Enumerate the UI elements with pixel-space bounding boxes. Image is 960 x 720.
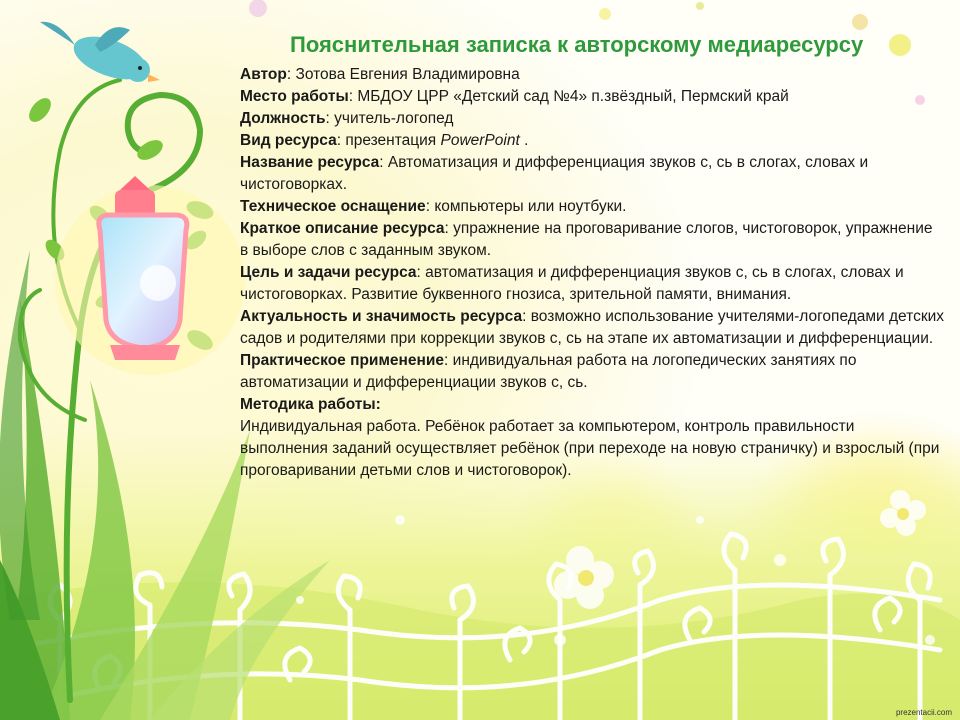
entry-text: МБДОУ ЦРР «Детский сад №4» п.звёздный, Пермский край [357,88,789,105]
entry-label: Автор [240,66,287,83]
dot-icon [599,8,611,20]
entry-paragraph [240,196,945,218]
dot-icon [774,554,786,566]
entry-paragraph [240,152,945,196]
entry-text: Зотова Евгения Владимировна [295,66,520,83]
entry-separator: : [348,88,358,105]
entry-separator: : [379,154,388,171]
entry-end: . [519,132,529,149]
dot-icon [554,634,566,646]
entry-separator: : [522,308,531,325]
entry-label: Методика работы: [240,396,381,413]
entry-separator: : [444,352,453,369]
entry-label: Должность [240,110,326,127]
entry-text: упражнение на проговаривание слогов, чистоговорок, упражнение в выборе слов с заданным звуком. [240,220,933,259]
entry-text: компьютеры или ноутбуки. [434,198,627,215]
entry-text: учитель-логопед [334,110,454,127]
entry-text: презентация [345,132,441,149]
entry-paragraph [240,262,945,306]
entry-label: Краткое описание ресурса [240,220,445,237]
content-area [240,30,945,482]
entry-label: Актуальность и значимость ресурса [240,308,523,325]
slide-title: Пояснительная записка к авторскому медиаресурсу [290,32,864,57]
entry-paragraph [240,218,945,262]
entry-separator: : [286,66,296,83]
entry-paragraph [240,64,945,86]
entry-label: Техническое оснащение [240,198,426,215]
entry-separator: : [325,110,335,127]
entry-text: индивидуальная работа на логопедических занятиях по автоматизации и дифференциации звуков с, сь. [240,352,857,391]
entry-text: Автоматизация и дифференциация звуков с, сь в слогах, словах и чистоговорках. [240,154,869,193]
entry-label: Название ресурса [240,154,380,171]
entry-paragraph [240,130,945,152]
dot-icon [296,596,304,604]
entries-list [240,64,945,482]
dot-icon [696,516,704,524]
dot-icon [925,635,935,645]
watermark-text: prezentacii.com [895,708,952,717]
entry-label: Вид ресурса [240,132,337,149]
dot-icon [696,2,704,10]
entry-separator: : [336,132,346,149]
entry-text: автоматизация и дифференциация звуков с, сь в слогах, словах и чистоговорках. Развитие буквенного гнозиса, зрительной памяти, внимания. [240,264,904,303]
dot-icon [395,515,405,525]
entry-text: Индивидуальная работа. Ребёнок работает за компьютером, контроль правильности выполнения заданий осуществляет ребёнок (при переходе на новую страничку) и взрослый (при проговаривании детьми слов и чистоговорок). [240,418,940,479]
entry-label: Место работы [240,88,349,105]
entry-text: возможно использование учителями-логопедами детских садов и родителями при коррекции звуков с, сь на этапе их автоматизации и дифференциации. [240,308,945,347]
entry-separator: : [416,264,426,281]
entry-italic-text: PowerPoint [440,132,520,149]
entry-paragraph [240,350,945,394]
entry-label: Практическое применение [240,352,445,369]
entry-label: Цель и задачи ресурса [240,264,417,281]
entry-paragraph [240,416,945,482]
entry-paragraph [240,394,945,416]
entry-separator: : [444,220,454,237]
entry-paragraph [240,108,945,130]
entry-separator: : [425,198,435,215]
entry-paragraph [240,306,945,350]
entry-paragraph [240,86,945,108]
dot-icon [852,14,868,30]
